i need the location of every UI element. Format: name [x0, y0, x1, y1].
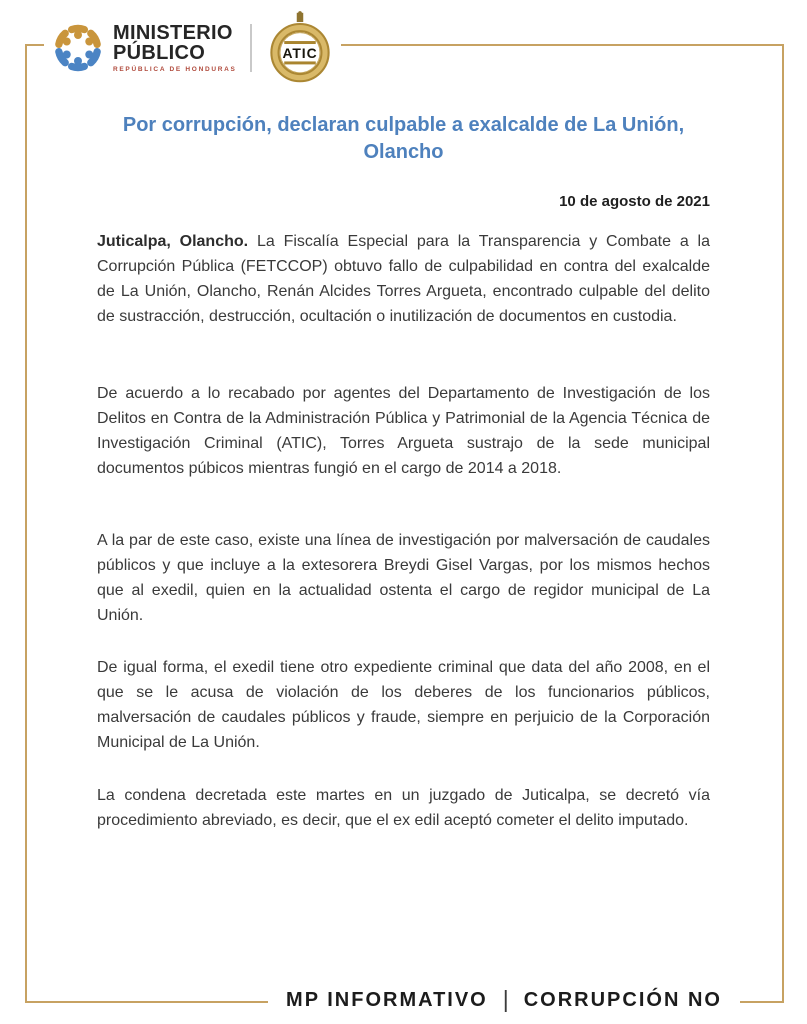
article-paragraph: [97, 229, 710, 329]
org-subtitle: REPÚBLICA DE HONDURAS: [113, 65, 237, 73]
letterhead: [44, 6, 341, 90]
org-name-line1: MINISTERIO: [113, 21, 233, 44]
gold-page-border: [25, 41, 784, 1003]
ministerio-publico-logo-icon: [52, 20, 104, 76]
org-name-block: [113, 23, 237, 74]
article-title: [60, 112, 747, 166]
header-divider: [250, 24, 252, 72]
article-paragraph: De igual forma, el exedil tiene otro expediente criminal que data del año 2008, en el que se le acusa de violación de los deberes de los funcionarios públicos, malversación de caudales públicos y fraude, siempre en perjuicio de la Corporación Municipal de La Unión.: [97, 659, 710, 751]
org-name-line2: PÚBLICO: [113, 41, 206, 64]
paragraph-lead: Juticalpa, Olancho.: [97, 233, 249, 250]
footer-banner: [268, 978, 740, 1022]
article-title-line1: Por corrupción, declaran culpable a exalcalde de La Unión,: [122, 114, 685, 136]
article-date: 10 de agosto de 2021: [559, 193, 710, 210]
article-paragraph: De acuerdo a lo recabado por agentes del Departamento de Investigación de los Delitos en Contra de la Administración Pública y Patrimonial de la Agencia Técnica de Investigación Criminal (ATIC), Torres Argueta sustrajo de la sede municipal documentos púbicos mientras fungió en el cargo de 2014 a 2018.: [97, 385, 710, 477]
article-title-line2: Olancho: [363, 141, 444, 163]
footer-separator: |: [502, 985, 509, 1012]
footer-left-label: MP INFORMATIVO: [286, 988, 488, 1011]
article-paragraph: A la par de este caso, existe una línea de investigación por malversación de caudales públicos y que incluye a la extesorera Breydi Gisel Vargas, por los mismos hechos que al exedil, quien en la actualidad ostenta el cargo de regidor municipal de La Unión.: [97, 532, 710, 624]
atic-label: ATIC: [282, 45, 318, 62]
atic-seal-icon: [267, 10, 333, 86]
paragraph-text: La Fiscalía Especial para la Transparencia y Combate a la Corrupción Pública (FETCCOP) obtuvo fallo de culpabilidad en contra del exalcalde de La Unión, Olancho, Renán Alcides Torres Argueta, encontrado culpable del delito de sustracción, destrucción, ocultación o inutilización de documentos en custodia.: [97, 233, 710, 325]
footer-right-label: CORRUPCIÓN NO: [523, 988, 722, 1011]
article-paragraph: La condena decretada este martes en un juzgado de Juticalpa, se decretó vía procedimiento abreviado, es decir, que el ex edil aceptó cometer el delito imputado.: [97, 787, 710, 829]
